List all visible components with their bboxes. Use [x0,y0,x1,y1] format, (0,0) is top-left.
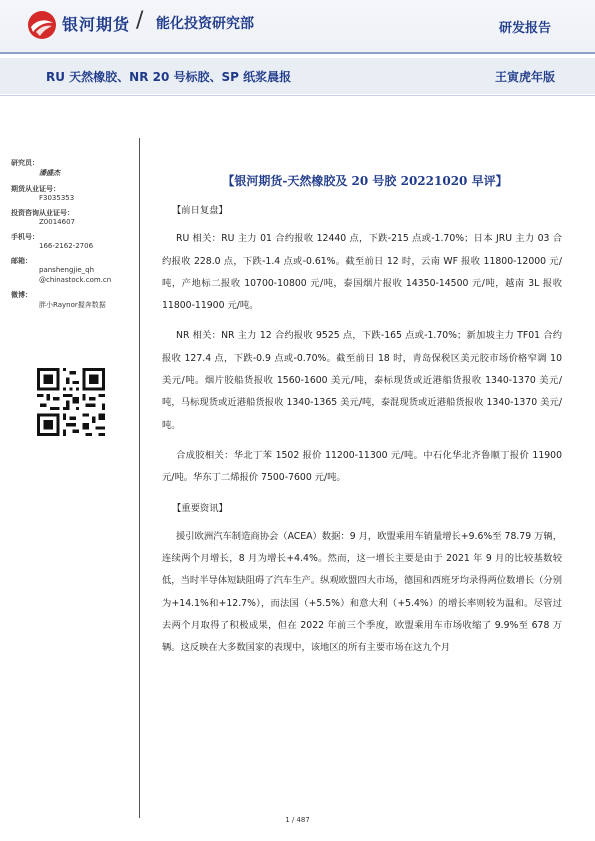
paragraph-ru: RU 相关：RU 主力 01 合约报收 12440 点，下跌-215 点或-1.70%；日本 JRU 主力 03 合约报收 228.0 点，下跌-1.4 点或-0.61%。截至前日 12 时，云南 WF 报收 11800-12000 元/吨，产地标二报收 10700-10800 元/吨，泰国烟片报收 14350-14500 元/吨，越南 3L 报收 11800-11900 元/吨。 [162,233,562,312]
document-body [162,200,562,668]
analyst-sidebar [11,158,131,316]
header-rule [0,52,595,54]
paragraph-acea: 援引欧洲汽车制造商协会（ACEA）数据：9 月，欧盟乘用车销量增长+9.6%至 78.79 万辆，连续两个月增长，8 月为增长+4.4%。然而，这一增长主要是由于 2021 年 9 月的比较基数较低，当时半导体短缺阻碍了汽车生产。纵观欧盟四大市场，德国和西班牙均录得两位数增长（分别为+14.1%和+12.7%），而法国（+5.5%）和意大利（+5.4%）的增长率则较为温和。尽管过去两个月取得了积极成果，但在 2022 年前三个季度，欧盟乘用车市场收缩了 9.9%至 678 万辆。这反映在大多数国家的表现中，该地区的所有主要市场在这九个月 [162,530,562,654]
advisor-license-value: Z0014607 [39,218,75,226]
report-subtitle: RU 天然橡胶、NR 20 号标胶、SP 纸浆晨报 [46,70,292,84]
header-divider: / [136,8,144,33]
galaxy-logo-icon [27,10,57,40]
phone-label: 手机号： [11,233,39,241]
email-value-line1[interactable]: panshengjie_qh [39,266,95,274]
email-value-line2[interactable]: @chinastock.com.cn [39,276,112,284]
researcher-name: 潘盛杰 [39,169,60,177]
brand-name: 银河期货 [62,15,131,34]
department-name: 能化投资研究部 [156,16,254,32]
edition-label: 王寅虎年版 [494,70,555,84]
wechat-label: 微博： [11,291,32,299]
qr-code-icon [37,368,105,436]
phone-value: 166-2162-2706 [39,242,94,250]
document-title: 【银河期货-天然橡胶及 20 号胶 20221020 早评】 [222,174,508,188]
license-value: F3035353 [39,194,75,202]
page-header [0,0,595,52]
band-rule [0,95,595,96]
section-heading-news: 【重要资讯】 [172,502,228,514]
license-label: 期货从业证号： [11,185,60,193]
advisor-license-label: 投资咨询从业证号： [11,209,74,217]
email-label: 邮箱： [11,257,32,265]
wechat-value: 胖小Raynor握奔数据 [39,301,106,309]
sidebar-divider [139,138,140,818]
page-number: 1 / 487 [285,816,310,824]
report-type-label: 研发报告 [498,21,551,36]
section-heading-review: 【前日复盘】 [172,205,228,216]
paragraph-synthetic-rubber: 合成胶相关：华北丁苯 1502 报价 11200-11300 元/吨。中石化华北齐鲁顺丁报价 11900 元/吨。华东丁二烯报价 7500-7600 元/吨。 [162,449,562,484]
paragraph-nr: NR 相关：NR 主力 12 合约报收 9525 点，下跌-165 点或-1.70%；新加坡主力 TF01 合约报收 127.4 点，下跌-0.9 点或-0.70%。截至前日 18 时，青岛保税区美元胶市场价格窄调 10 美元/吨。烟片胶船货报收 1560-1600 美元/吨，泰标现货或近港船货报收 1340-1370 美元/吨，马标现货或近港船货报收 1340-1365 美元/吨，泰混现货或近港船货报收 1340-1370 美元/吨。 [162,330,562,431]
researcher-label: 研究员： [11,159,39,167]
